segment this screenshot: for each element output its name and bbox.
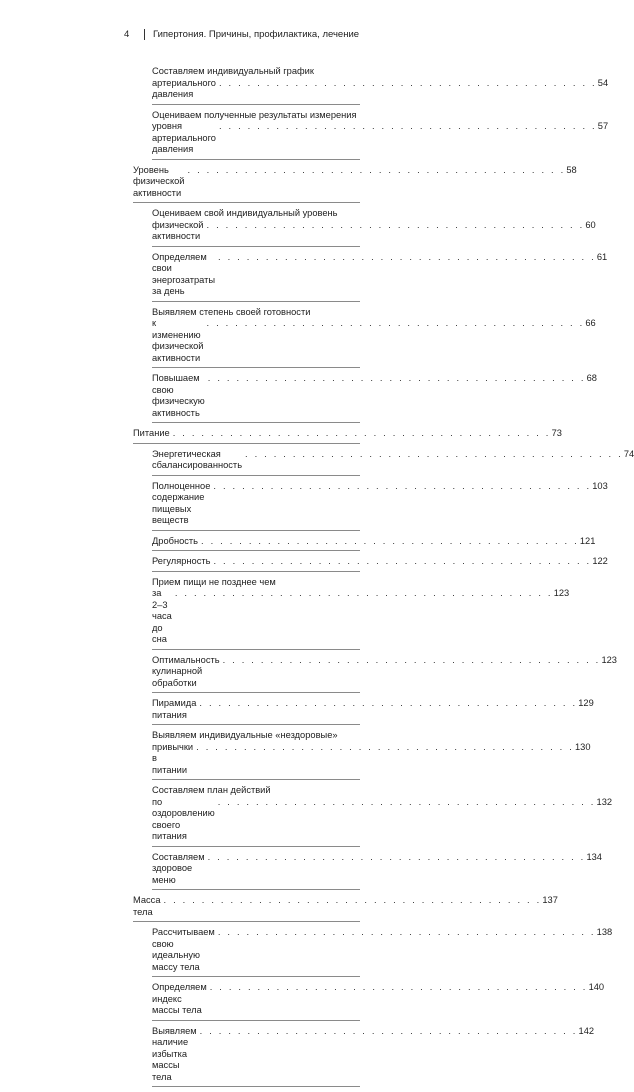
toc-item[interactable]	[133, 535, 596, 552]
toc-item[interactable]	[133, 576, 570, 650]
dot-leader: . . . . . . . . . . . . . . . . . . . . . . . . . . . . . . . . . . . . . . . .	[199, 1025, 578, 1036]
toc-item-row	[152, 251, 608, 298]
toc-item-text: Повышаем свою физическую активность	[152, 373, 205, 418]
dot-leader: . . . . . . . . . . . . . . . . . . . . . . . . . . . . . . . . . . . . . . . .	[213, 556, 592, 566]
toc-item-row	[152, 588, 570, 646]
toc-section[interactable]	[133, 428, 562, 444]
header-divider	[144, 29, 145, 40]
toc-item[interactable]	[133, 927, 613, 977]
toc-item-text: Рассчитываем свою идеальную массу тела	[152, 927, 215, 972]
toc-item[interactable]	[133, 480, 608, 531]
toc-item-text: по оздоровлению своего питания	[152, 796, 215, 841]
dot-leader: . . . . . . . . . . . . . . . . . . . . . . . . . . . . . . . . . . . . . . . .	[217, 927, 596, 937]
toc-item[interactable]	[133, 251, 608, 302]
toc-item-row	[152, 448, 634, 472]
dot-leader: . . . . . . . . . . . . . . . . . . . . . . . . . . . . . . . . . . . . . . . .	[199, 698, 578, 708]
table-of-contents	[133, 66, 634, 1092]
dot-leader: . . . . . . . . . . . . . . . . . . . . . . . . . . . . . . . . . . . . . . . .	[196, 741, 574, 752]
toc-item-text: Пирамида питания	[152, 698, 197, 720]
toc-item-text: Составляем индивидуальный график	[152, 66, 314, 76]
toc-page-number: 137	[542, 895, 558, 905]
toc-page-number: 123	[553, 588, 570, 598]
toc-item[interactable]	[133, 448, 634, 476]
dot-leader: . . . . . . . . . . . . . . . . . . . . . . . . . . . . . . . . . . . . . . . .	[172, 428, 551, 438]
dot-leader: . . . . . . . . . . . . . . . . . . . . . . . . . . . . . . . . . . . . . . . .	[206, 219, 585, 230]
toc-page-number: 60	[585, 219, 596, 230]
toc-item-row	[152, 851, 602, 887]
page-number: 4	[124, 28, 130, 40]
toc-item-row	[152, 556, 608, 568]
toc-item[interactable]	[133, 66, 609, 105]
toc-item-text: Определяем индекс массы тела	[152, 982, 207, 1015]
toc-item-text: Выявляем степень своей готовности	[152, 306, 311, 317]
toc-item-row	[133, 428, 562, 440]
toc-page-number: 142	[578, 1025, 595, 1036]
toc-item-row	[152, 121, 609, 156]
toc-section[interactable]	[133, 895, 558, 922]
toc-item[interactable]	[133, 1025, 595, 1088]
toc-item[interactable]	[133, 654, 617, 694]
dot-leader: . . . . . . . . . . . . . . . . . . . . . . . . . . . . . . . . . . . . . . . .	[218, 251, 596, 262]
toc-item-text: Масса тела	[133, 895, 161, 917]
toc-item-row	[133, 895, 558, 918]
dot-leader: . . . . . . . . . . . . . . . . . . . . . . . . . . . . . . . . . . . . . . . .	[187, 164, 566, 175]
toc-item[interactable]	[133, 306, 596, 369]
toc-item-text: Оцениваем полученные результаты измерения	[152, 109, 357, 120]
toc-item-text: Выявляем индивидуальные «нездоровые»	[152, 730, 338, 740]
dot-leader: . . . . . . . . . . . . . . . . . . . . . . . . . . . . . . . . . . . . . . . .	[218, 121, 597, 131]
toc-page-number: 130	[574, 741, 591, 752]
toc-item-text: Прием пищи не позднее чем	[152, 576, 276, 587]
toc-page-number: 57	[597, 121, 609, 131]
toc-item[interactable]	[133, 373, 597, 423]
toc-item[interactable]	[133, 208, 596, 247]
toc-item[interactable]	[133, 109, 609, 160]
toc-page-number: 132	[596, 796, 613, 807]
running-header	[124, 27, 384, 41]
toc-item-text: Питание	[133, 428, 170, 438]
toc-item-row	[152, 535, 596, 548]
dot-leader: . . . . . . . . . . . . . . . . . . . . . . . . . . . . . . . . . . . . . . . .	[174, 588, 553, 598]
toc-item-text: Определяем свои энергозатраты за день	[152, 251, 216, 296]
toc-item-text: Уровень физической активности	[133, 164, 185, 198]
toc-section[interactable]	[133, 164, 577, 204]
toc-item-row	[152, 698, 594, 721]
toc-page-number: 66	[585, 318, 596, 328]
toc-item-text: Регулярность	[152, 556, 211, 566]
toc-page-number: 121	[579, 535, 596, 546]
toc-item-text: Составляем здоровое меню	[152, 851, 205, 885]
dot-leader: . . . . . . . . . . . . . . . . . . . . . . . . . . . . . . . . . . . . . . . .	[206, 318, 585, 328]
toc-page-number: 58	[566, 164, 577, 175]
toc-item[interactable]	[133, 698, 594, 725]
toc-item-text: привычки в питании	[152, 741, 194, 775]
toc-page-number: 134	[586, 851, 602, 862]
toc-item[interactable]	[133, 556, 608, 572]
toc-item-row	[152, 77, 609, 101]
toc-item-row	[152, 1025, 595, 1084]
toc-page-number: 103	[592, 480, 608, 491]
toc-item-row	[133, 164, 577, 200]
toc-item-row	[152, 927, 613, 973]
toc-item-text: Выявляем наличие избытка массы тела	[152, 1025, 197, 1082]
toc-item-text: Полноценное содержание пищевых веществ	[152, 480, 211, 525]
toc-page-number: 54	[597, 77, 609, 88]
toc-item-text: Дробность	[152, 535, 199, 546]
dot-leader: . . . . . . . . . . . . . . . . . . . . . . . . . . . . . . . . . . . . . . . .	[201, 535, 579, 546]
toc-item-row	[152, 480, 608, 527]
toc-item[interactable]	[133, 982, 605, 1021]
toc-page-number: 129	[578, 698, 594, 708]
toc-item-text: артериального давления	[152, 77, 216, 99]
toc-item-text: Энергетическая сбалансированность	[152, 448, 243, 470]
toc-item-text: к изменению физической активности	[152, 318, 204, 363]
dot-leader: . . . . . . . . . . . . . . . . . . . . . . . . . . . . . . . . . . . . . . . .	[245, 448, 623, 459]
toc-item-text: за 2–3 часа до сна	[152, 588, 172, 644]
toc-page-number: 138	[596, 927, 613, 937]
toc-item-text: Оптимальность кулинарной обработки	[152, 654, 220, 688]
toc-item-row	[152, 796, 613, 843]
toc-page-number: 140	[588, 982, 605, 992]
dot-leader: . . . . . . . . . . . . . . . . . . . . . . . . . . . . . . . . . . . . . . . .	[218, 77, 597, 88]
toc-item-text: уровня артериального давления	[152, 121, 216, 154]
toc-page-number: 74	[623, 448, 634, 459]
toc-item-row	[152, 741, 591, 777]
dot-leader: . . . . . . . . . . . . . . . . . . . . . . . . . . . . . . . . . . . . . . . .	[213, 480, 592, 491]
dot-leader: . . . . . . . . . . . . . . . . . . . . . . . . . . . . . . . . . . . . . . . .	[217, 796, 596, 807]
toc-item-row	[152, 982, 605, 1017]
toc-item-row	[152, 654, 617, 690]
dot-leader: . . . . . . . . . . . . . . . . . . . . . . . . . . . . . . . . . . . . . . . .	[222, 654, 601, 665]
toc-item-text: Оцениваем свой индивидуальный уровень	[152, 208, 338, 218]
toc-item-row	[152, 318, 596, 364]
toc-page-number: 73	[551, 428, 562, 438]
toc-page-number: 123	[601, 654, 617, 665]
toc-item[interactable]	[133, 730, 591, 780]
toc-item[interactable]	[133, 785, 613, 847]
toc-item-text: физической активности	[152, 219, 204, 241]
toc-page-number: 122	[592, 556, 608, 566]
dot-leader: . . . . . . . . . . . . . . . . . . . . . . . . . . . . . . . . . . . . . . . .	[163, 895, 542, 905]
toc-item-text: Составляем план действий	[152, 785, 271, 795]
toc-page-number: 61	[596, 251, 608, 262]
dot-leader: . . . . . . . . . . . . . . . . . . . . . . . . . . . . . . . . . . . . . . . .	[207, 851, 586, 862]
book-title: Гипертония. Причины, профилактика, лечение	[153, 28, 360, 40]
dot-leader: . . . . . . . . . . . . . . . . . . . . . . . . . . . . . . . . . . . . . . . .	[209, 982, 588, 992]
toc-page-number: 68	[586, 373, 597, 383]
toc-item-row	[152, 219, 596, 243]
toc-item[interactable]	[133, 851, 602, 891]
dot-leader: . . . . . . . . . . . . . . . . . . . . . . . . . . . . . . . . . . . . . . . .	[207, 373, 586, 383]
toc-item-row	[152, 373, 597, 419]
